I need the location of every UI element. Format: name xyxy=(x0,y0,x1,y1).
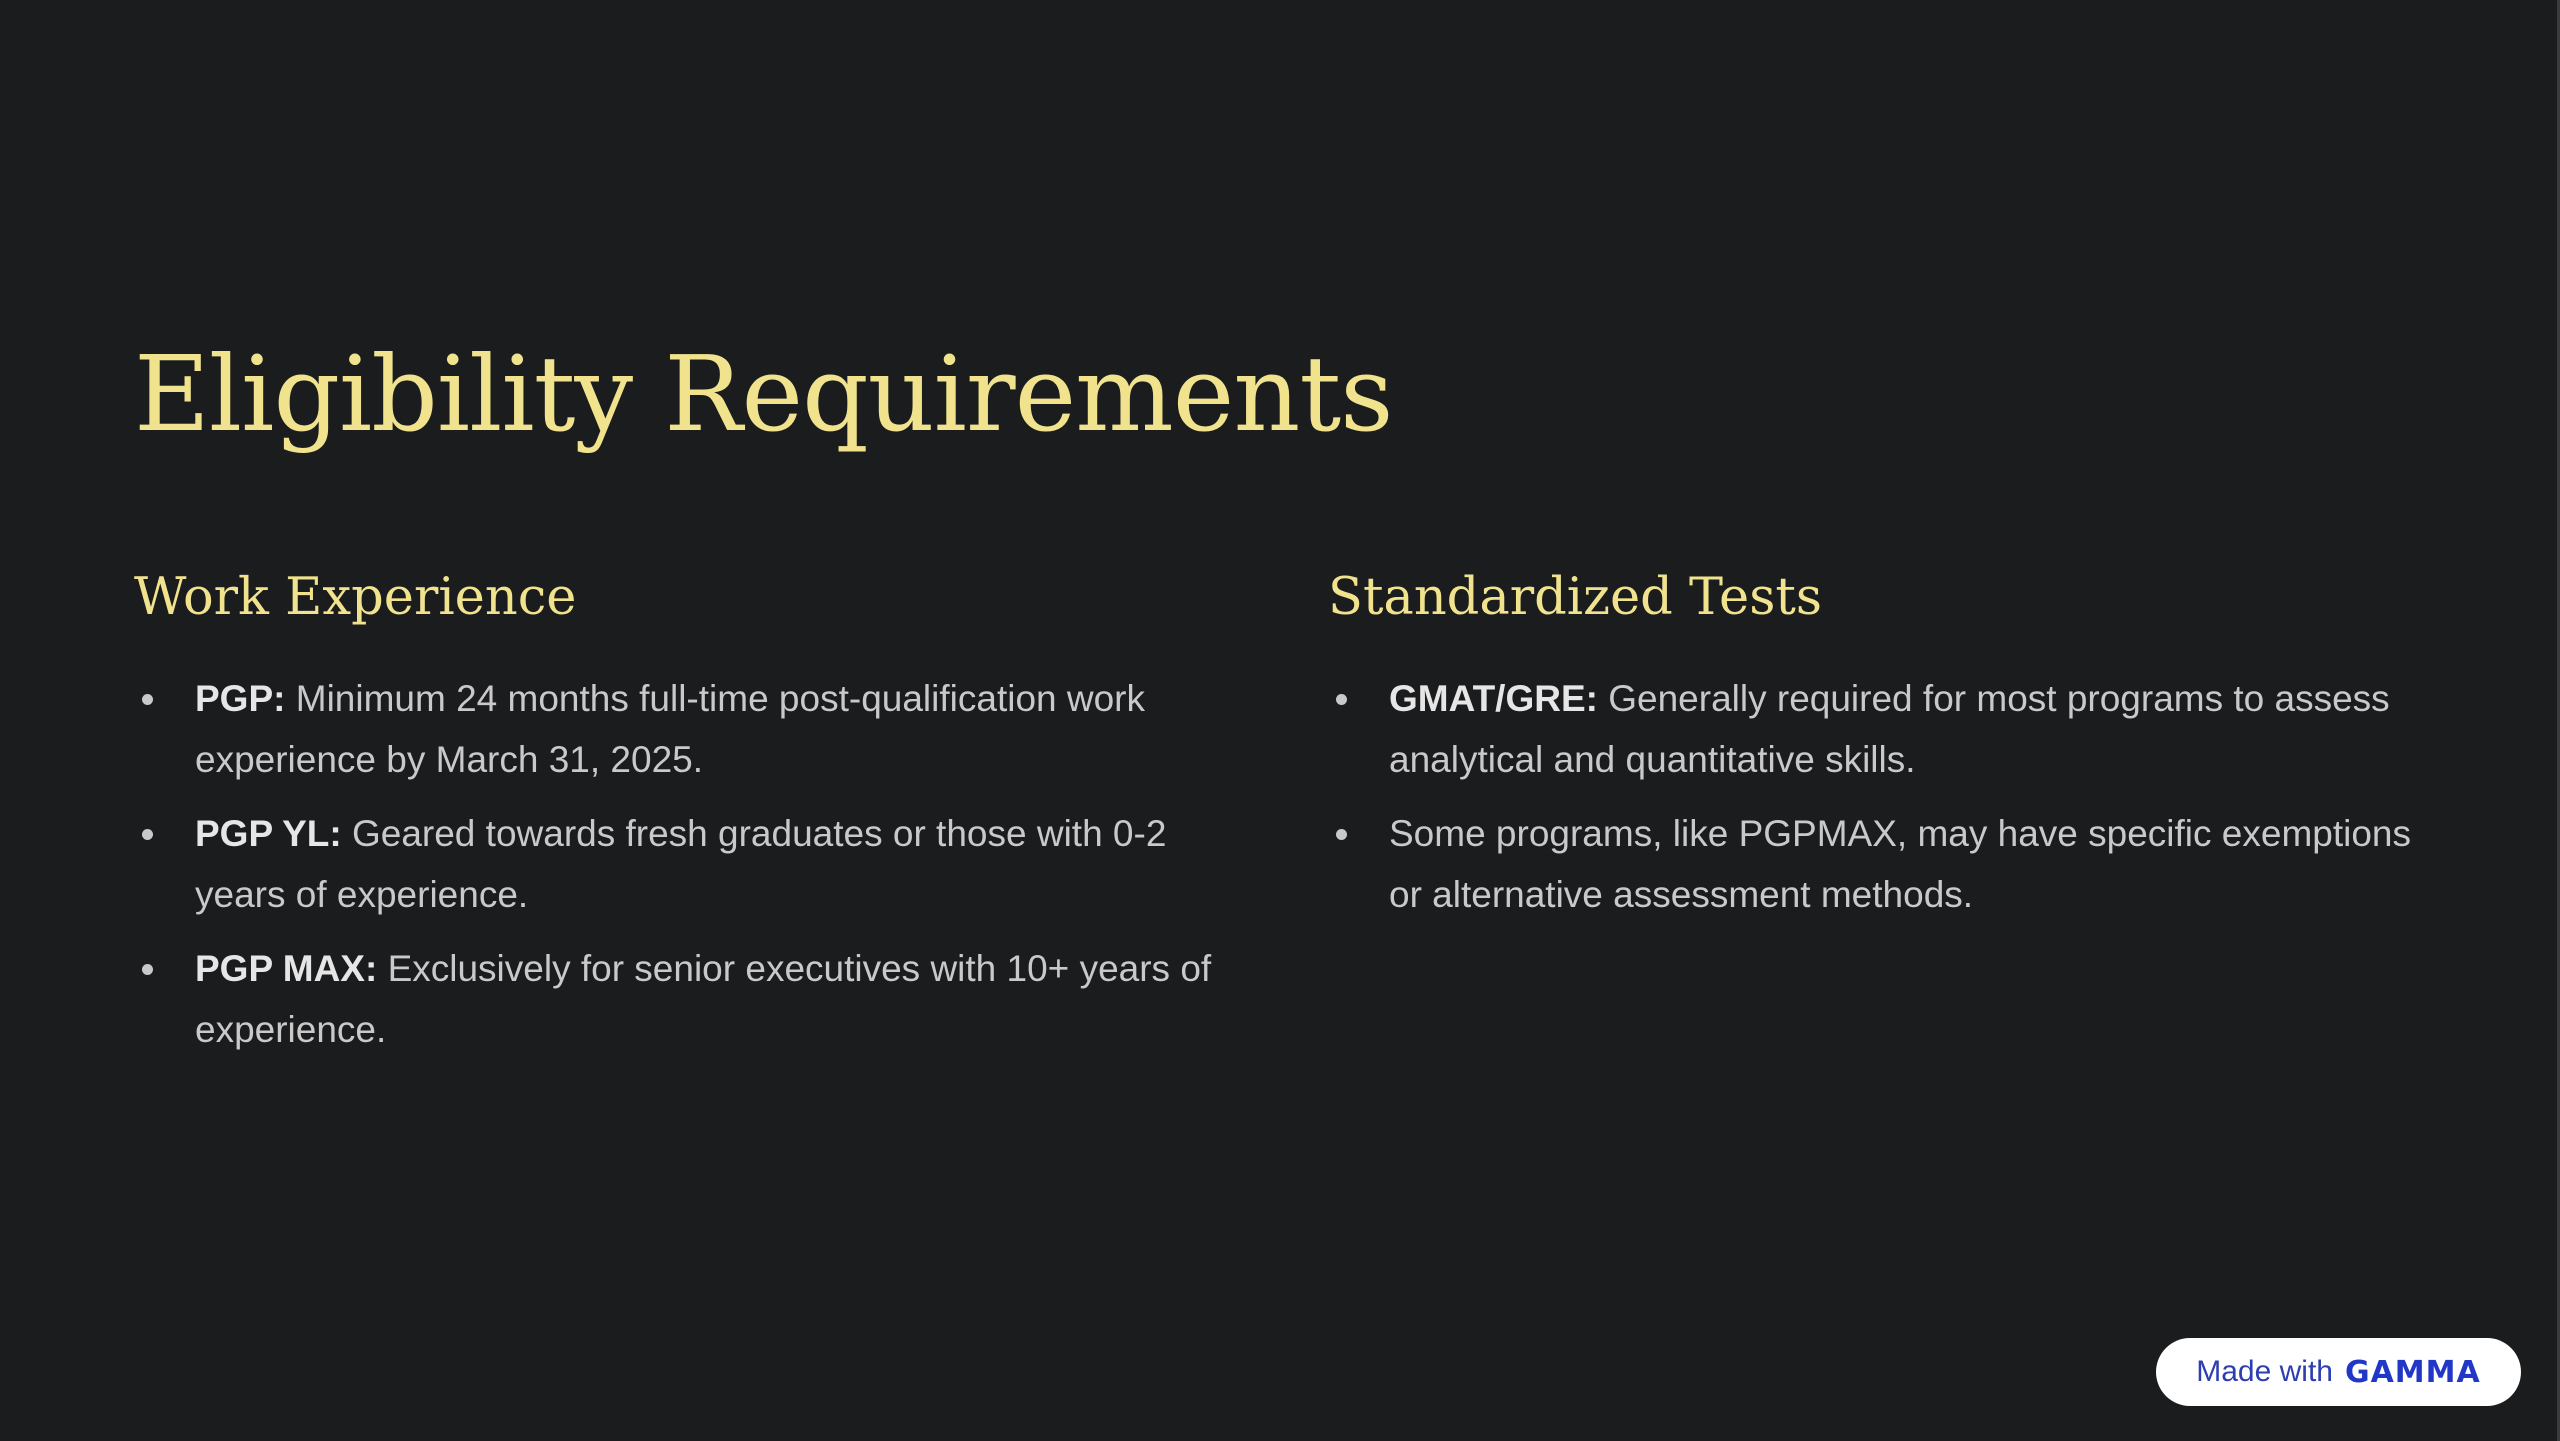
standardized-tests-heading: Standardized Tests xyxy=(1328,568,1823,627)
item-label: PGP YL: xyxy=(195,812,342,854)
badge-prefix: Made with xyxy=(2196,1355,2333,1388)
gamma-logo-icon: GAMMA xyxy=(2344,1354,2481,1390)
list-item xyxy=(134,803,1234,925)
item-text: Exclusively for senior executives with 10+ years of experience. xyxy=(195,947,1212,1050)
list-item xyxy=(1328,803,2428,925)
item-label: PGP: xyxy=(195,677,286,719)
item-text: Some programs, like PGPMAX, may have specific exemptions or alternative assessment methods. xyxy=(1389,812,2411,915)
slide-title: Eligibility Requirements xyxy=(134,333,1393,455)
list-item xyxy=(134,668,1234,790)
item-label: PGP MAX: xyxy=(195,947,378,989)
item-text: Generally required for most programs to assess analytical and quantitative skills. xyxy=(1389,677,2390,780)
list-item xyxy=(134,938,1234,1060)
item-label: GMAT/GRE: xyxy=(1389,677,1598,719)
list-item xyxy=(1328,668,2428,790)
item-text: Geared towards fresh graduates or those with 0-2 years of experience. xyxy=(195,812,1167,915)
work-experience-column xyxy=(134,566,1234,1073)
item-text: Minimum 24 months full-time post-qualification work experience by March 31, 2025. xyxy=(195,677,1145,780)
work-experience-heading: Work Experience xyxy=(134,568,577,627)
made-with-gamma-button[interactable] xyxy=(2156,1338,2521,1406)
standardized-tests-list xyxy=(1328,668,2428,925)
standardized-tests-column xyxy=(1328,566,2428,938)
work-experience-list xyxy=(134,668,1234,1060)
